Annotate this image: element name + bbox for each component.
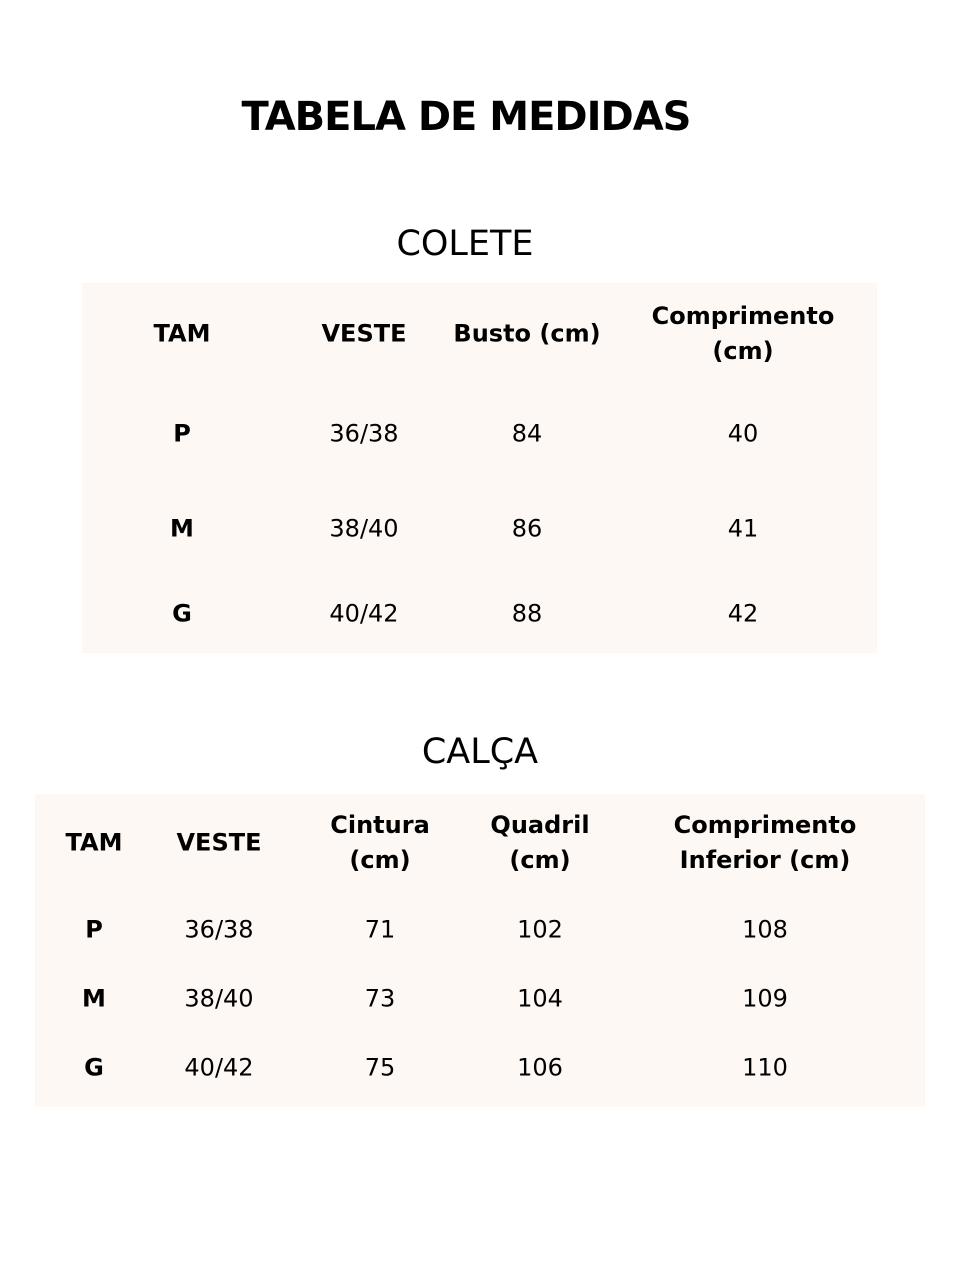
calca-row-g-comprimento: 110 [742, 1053, 788, 1082]
calca-row-g-tam: G [84, 1053, 104, 1082]
colete-row-m-tam: M [170, 514, 194, 543]
calca-header-cintura-line1: Cintura [330, 811, 430, 839]
calca-row-m-cintura: 73 [364, 984, 396, 1013]
page-title: TABELA DE MEDIDAS [241, 94, 691, 140]
calca-header-comprimento-line2: Inferior (cm) [679, 846, 851, 874]
calca-row-p-cintura: 71 [364, 915, 396, 944]
calca-row-g-veste: 40/42 [184, 1053, 254, 1082]
colete-header-busto: Busto (cm) [453, 319, 601, 348]
colete-section-title: COLETE [396, 224, 534, 264]
colete-row-p-comprimento: 40 [727, 419, 759, 448]
calca-table [35, 794, 925, 1107]
colete-header-comprimento [652, 299, 835, 369]
colete-table [82, 283, 877, 653]
calca-header-quadril-line2: (cm) [509, 846, 571, 874]
colete-header-tam: TAM [153, 319, 211, 348]
colete-row-g-veste: 40/42 [329, 599, 399, 628]
calca-header-comprimento [674, 808, 857, 878]
colete-row-g-tam: G [172, 599, 192, 628]
calca-row-m-tam: M [82, 984, 106, 1013]
colete-row-p-busto: 84 [511, 419, 543, 448]
calca-header-cintura-line2: (cm) [349, 846, 411, 874]
calca-row-p-quadril: 102 [517, 915, 563, 944]
colete-row-p-tam: P [173, 419, 191, 448]
calca-section-title: CALÇA [421, 732, 539, 772]
colete-row-m-busto: 86 [511, 514, 543, 543]
calca-row-m-comprimento: 109 [742, 984, 788, 1013]
calca-row-g-quadril: 106 [517, 1053, 563, 1082]
calca-row-g-cintura: 75 [364, 1053, 396, 1082]
colete-row-g-busto: 88 [511, 599, 543, 628]
calca-header-quadril [490, 808, 589, 878]
calca-header-cintura [330, 808, 430, 878]
calca-row-p-comprimento: 108 [742, 915, 788, 944]
colete-header-comprimento-line1: Comprimento [651, 302, 835, 330]
colete-row-g-comprimento: 42 [727, 599, 759, 628]
calca-row-p-veste: 36/38 [184, 915, 254, 944]
colete-row-m-veste: 38/40 [329, 514, 399, 543]
calca-row-m-quadril: 104 [517, 984, 563, 1013]
colete-header-comprimento-line2: (cm) [712, 337, 774, 365]
colete-header-veste: VESTE [321, 319, 407, 348]
calca-header-quadril-line1: Quadril [490, 811, 590, 839]
calca-header-tam: TAM [65, 828, 123, 857]
calca-row-p-tam: P [85, 915, 103, 944]
colete-row-p-veste: 36/38 [329, 419, 399, 448]
calca-header-comprimento-line1: Comprimento [673, 811, 857, 839]
calca-header-veste: VESTE [176, 828, 262, 857]
colete-row-m-comprimento: 41 [727, 514, 759, 543]
calca-row-m-veste: 38/40 [184, 984, 254, 1013]
